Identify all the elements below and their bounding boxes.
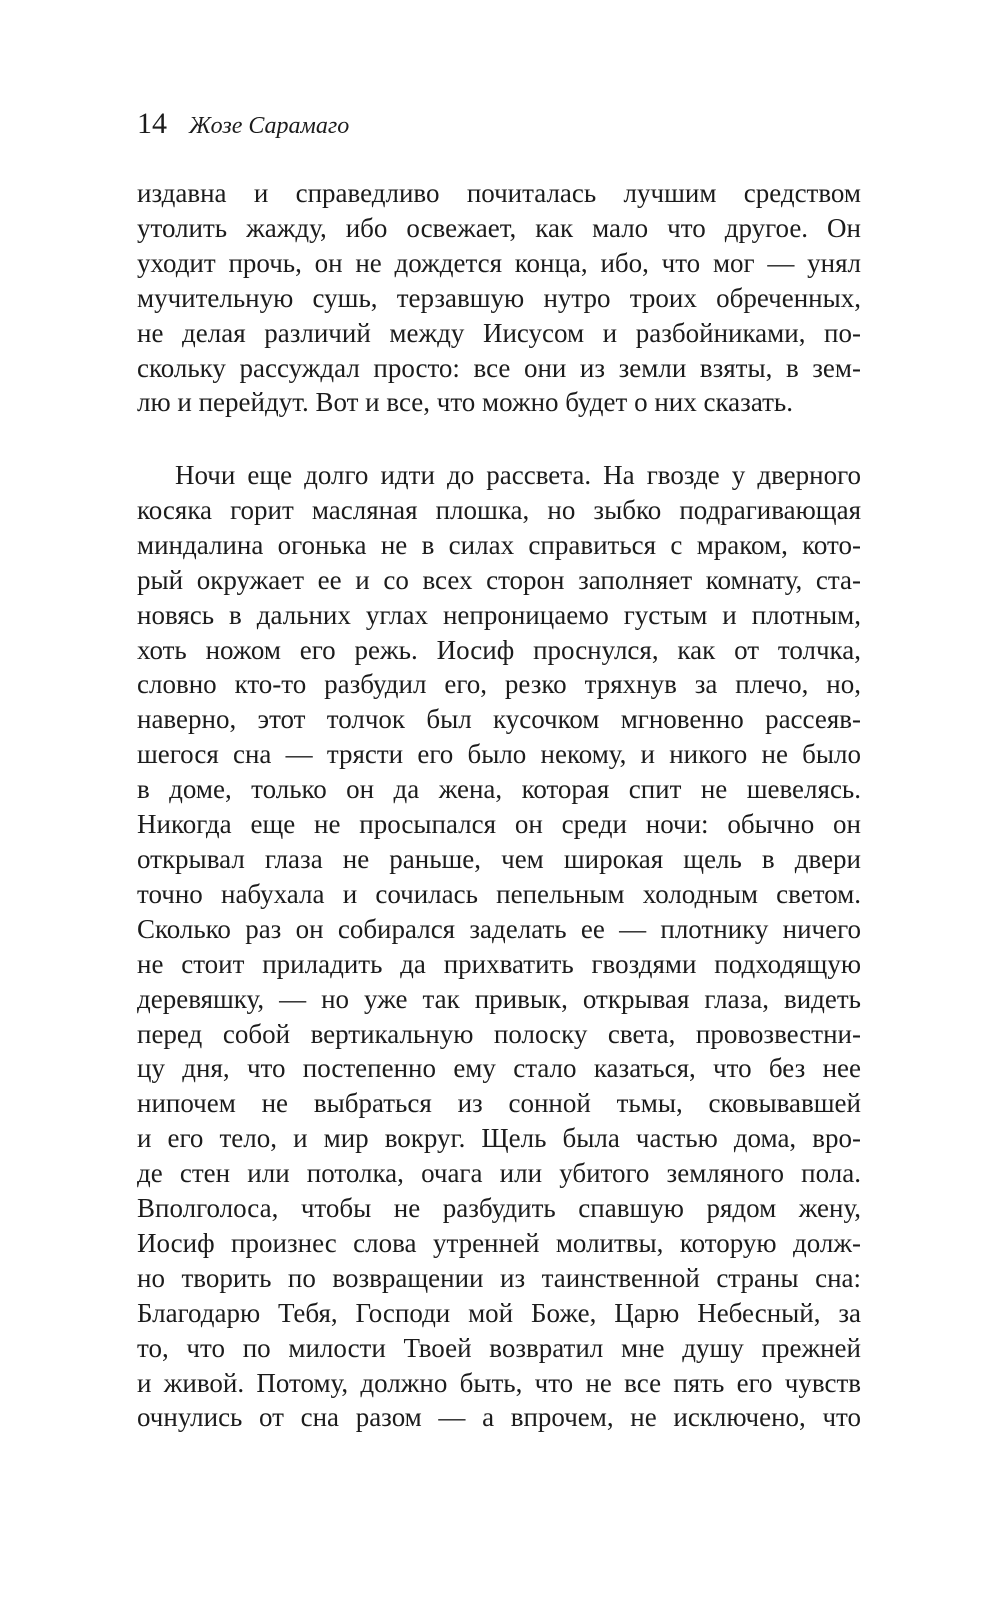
text-line: рый окружает ее и со всех сторон заполняет комнату, ста- [137, 564, 861, 595]
text-line: утолить жажду, ибо освежает, как мало что другое. Он [137, 212, 861, 243]
text-line: точно набухала и сочилась пепельным холодным светом. [137, 878, 861, 909]
text-line: новясь в дальних углах непроницаемо густым и плотным, [137, 599, 861, 630]
text-line: Иосиф произнес слова утренней молитвы, которую долж- [137, 1227, 861, 1258]
text-line: издавна и справедливо почиталась лучшим средством [137, 178, 861, 208]
text-line: Вполголоса, чтобы не разбудить спавшую рядом жену, [137, 1193, 861, 1224]
text-line: деревяшку, — но уже так привык, открывая глаза, видеть [137, 983, 861, 1014]
text-line: но творить по возвращении из таинственной страны сна: [137, 1262, 861, 1293]
text-line: косяка горит масляная плошка, но зыбко подрагивающая [137, 494, 861, 525]
text-line: уходит прочь, он не дождется конца, ибо, что мог — унял [137, 247, 861, 278]
text-line: в доме, только он да жена, которая спит не шевелясь. [137, 774, 861, 805]
text-line: и его тело, и мир вокруг. Щель была частью дома, вро- [137, 1123, 861, 1154]
text-line: миндалина огонька не в силах справиться с мраком, кото- [137, 529, 861, 560]
text-line: не делая различий между Иисусом и разбойниками, по- [137, 317, 861, 348]
text-line: скольку рассуждал просто: все они из земли взяты, в зем- [137, 352, 861, 383]
text-line: словно кто-то разбудил его, резко тряхнув за плечо, но, [137, 669, 861, 700]
text-line: нипочем не выбраться из сонной тьмы, сковывавшей [137, 1088, 861, 1119]
text-line: шегося сна — трясти его было некому, и никого не было [137, 739, 861, 770]
text-line: цу дня, что постепенно ему стало казаться, что без нее [137, 1053, 861, 1084]
text-line: лю и перейдут. Вот и все, что можно будет о них сказать. [137, 387, 793, 418]
text-line: Никогда еще не просыпался он среди ночи: обычно он [137, 809, 861, 840]
paragraph-1 [137, 176, 861, 420]
text-line: то, что по милости Твоей возвратил мне душу прежней [137, 1332, 861, 1363]
text-line: де стен или потолка, очага или убитого земляного пола. [137, 1158, 861, 1189]
paragraph-2 [137, 458, 861, 1435]
page-header [137, 107, 349, 141]
text-line: Благодарю Тебя, Господи мой Боже, Царю Небесный, за [137, 1297, 861, 1328]
running-header-author: Жозе Сарамаго [189, 113, 350, 139]
text-line: хоть ножом его режь. Иосиф проснулся, как от толчка, [137, 634, 861, 665]
text-line: и живой. Потому, должно быть, что не все пять его чувств [137, 1367, 861, 1398]
text-line: наверно, этот толчок был кусочком мгновенно рассеяв- [137, 704, 861, 735]
text-line: не стоит приладить да прихватить гвоздями подходящую [137, 948, 861, 979]
text-line: Сколько раз он собирался заделать ее — плотнику ничего [137, 913, 861, 944]
text-line: мучительную сушь, терзавшую нутро троих обреченных, [137, 282, 861, 313]
page-number: 14 [137, 107, 167, 140]
text-line: очнулись от сна разом — а впрочем, не исключено, что [137, 1402, 861, 1433]
text-line: открывал глаза не раньше, чем широкая щель в двери [137, 843, 861, 874]
text-line: перед собой вертикальную полоску света, провозвестни- [137, 1018, 861, 1049]
text-line: Ночи еще долго идти до рассвета. На гвозде у дверного [175, 460, 861, 490]
